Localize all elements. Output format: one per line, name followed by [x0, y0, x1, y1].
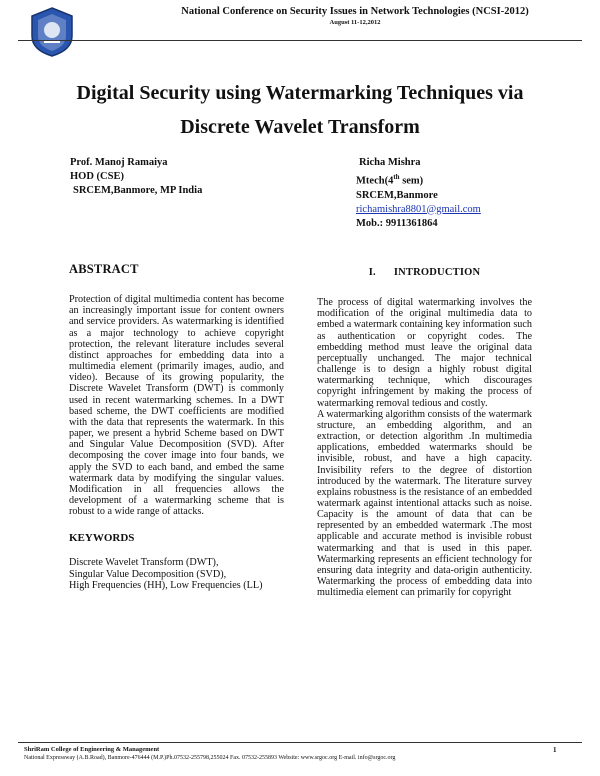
author-role-suffix: sem): [399, 175, 424, 187]
introduction-paragraph-1: The process of digital watermarking involves the modification of the original multimedia data to embed a watermark containing key information such as authentication or copyright codes. The embedding method must leave the original data perceptually unchanged. The major technical challenge is to design a highly robust digital watermarking technique, which discourages copyright infringement by making the process of watermarking removal tedious and costly.: [317, 297, 532, 409]
section-title: INTRODUCTION: [393, 267, 481, 278]
abstract-text: Protection of digital multimedia content has become an increasingly important issue for content owners and service providers. As watermarking is identified as a major technology to achieve copyright protection, the relevant literature includes several distinct approaches for embedding data into a multimedia element (primarily images, audio, and video). Because of its growing popularity, the Discrete Wavelet Transform (DWT) is commonly used in recent watermarking schemes. In a DWT based scheme, the DWT coefficients are modified with the data that represents the watermark. In this paper, we present a hybrid Scheme based on DWT and Singular Value Decomposition (SVD). After decomposing the cover image into four bands, we apply the SVD to each band, and embed the same watermark data by modifying the singular values. Modification in all frequencies allows the development of a watermarking scheme that is robust to a wide range of attacks.: [69, 294, 284, 518]
keyword-item: Singular Value Decomposition (SVD),: [69, 568, 227, 580]
author-name: Richa Mishra: [359, 157, 421, 168]
introduction-paragraph-2: A watermarking algorithm consists of the watermark structure, an embedding algorithm, and an extraction, or detection algorithm .In multimedia applications, embedded watermarks should be invisible, robust, and have a high capacity. Invisibility refers to the degree of distortion introduced by the watermark. The literature survey explains robustness is the resistance of an embedded watermark against intentional attacks such as noise. Capacity is the amount of data that can be represented by an embedded watermark .The most applicable and accurate method is invisible robust watermarking and that is used in this paper. Watermarking represents an efficient technology for ensuring data integrity and data-origin authenticity. Watermarking the process of embedding data into multimedia element can primarily for copyright: [317, 408, 533, 599]
section-number: I.: [368, 267, 376, 278]
introduction-heading: [317, 267, 532, 278]
right-column: [317, 264, 532, 598]
author-mobile: Mob.: 9911361864: [356, 217, 438, 229]
author-name: Prof. Manoj Ramaiya: [70, 157, 168, 168]
author-role-sup: th: [393, 173, 400, 181]
paper-title-line-1: Digital Security using Watermarking Techniques via: [76, 82, 524, 104]
header-divider: [18, 40, 582, 41]
footer-address: National Expressway (A.B.Road), Banmore-476444 (M.P.)Ph.07532-255798,255024 Fax. 07532-255893 Website: www.srgoc.org E-mail. info@srgoc.org: [24, 755, 396, 761]
author-block-2: [356, 156, 481, 231]
keywords-heading: KEYWORDS: [69, 532, 135, 545]
author-block-1: [70, 156, 202, 198]
author-role: HOD (CSE): [70, 171, 124, 182]
keyword-item: High Frequencies (HH), Low Frequencies (LL): [69, 579, 263, 591]
author-affiliation: SRCEM,Banmore: [356, 189, 438, 201]
conference-title: National Conference on Security Issues in Network Technologies (NCSI-2012): [181, 6, 529, 17]
college-logo: [28, 6, 76, 58]
author-affiliation: SRCEM,Banmore, MP India: [73, 185, 203, 196]
footer-divider: [18, 742, 582, 743]
footer-college: ShriRam College of Engineering & Management: [24, 746, 160, 753]
paper-title-line-2: Discrete Wavelet Transform: [180, 116, 420, 138]
conference-date: August 11-12,2012: [329, 19, 381, 26]
author-email-link[interactable]: richamishra8801@gmail.com: [356, 203, 481, 215]
left-column: [69, 264, 284, 591]
page-number: 1: [553, 746, 557, 754]
author-role: [356, 170, 481, 189]
author-role-prefix: Mtech(4: [356, 175, 394, 187]
abstract-heading: ABSTRACT: [69, 262, 139, 276]
keyword-item: Discrete Wavelet Transform (DWT),: [69, 557, 219, 569]
